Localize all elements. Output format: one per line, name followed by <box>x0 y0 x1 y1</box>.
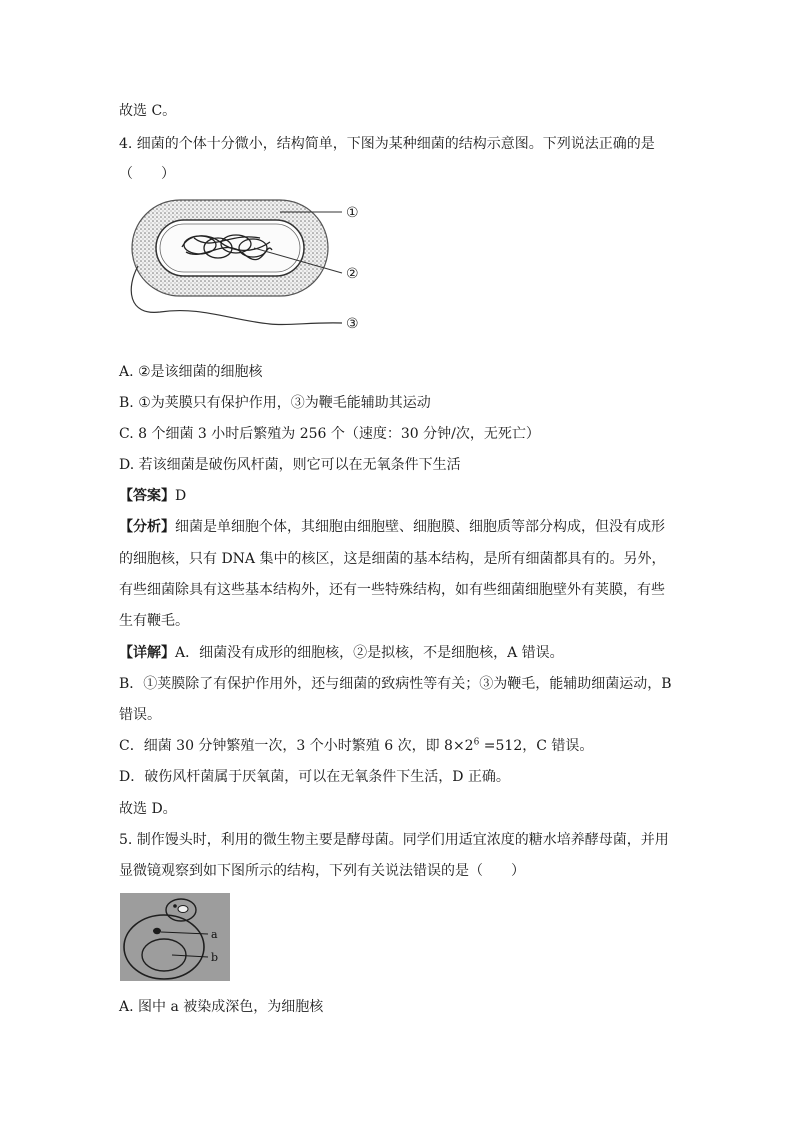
q4-analysis-line2: 的细胞核，只有 DNA 集中的核区，这是细菌的基本结构，是所有细菌都具有的。另外， <box>119 551 666 567</box>
answer-value: D <box>175 488 187 504</box>
q4-option-b: B. ①为荚膜只有保护作用，③为鞭毛能辅助其运动 <box>119 395 431 411</box>
q4-analysis-line4: 生有鞭毛。 <box>119 613 189 629</box>
detail-a-text: A．细菌没有成形的细胞核，②是拟核，不是细胞核，A 错误。 <box>175 645 564 661</box>
figure-label-a: a <box>211 928 218 941</box>
q4-stem-line1: 4. 细菌的个体十分微小，结构简单，下图为某种细菌的结构示意图。下列说法正确的是 <box>119 136 655 152</box>
q4-stem-line2: （ ） <box>119 166 175 182</box>
q5-stem-line2: 显微镜观察到如下图所示的结构，下列有关说法错误的是（ ） <box>119 863 525 879</box>
q4-detail-a <box>119 643 564 663</box>
q4-answer <box>119 486 186 506</box>
q5-stem-line1: 5. 制作馒头时，利用的微生物主要是酵母菌。同学们用适宜浓度的糖水培养酵母菌，并用 <box>119 832 669 848</box>
figure-label-2: ② <box>346 266 359 282</box>
q4-conclusion: 故选 D。 <box>119 801 177 817</box>
analysis-text-1: 细菌是单细胞个体，其细胞由细胞壁、细胞膜、细胞质等部分构成，但没有成形 <box>175 519 665 535</box>
previous-conclusion: 故选 C。 <box>119 103 177 119</box>
q4-analysis-line3: 有些细菌除具有这些基本结构外，还有一些特殊结构，如有些细菌细胞壁外有荚膜，有些 <box>119 582 665 598</box>
q4-detail-d: D．破伤风杆菌属于厌氧菌，可以在无氧条件下生活，D 正确。 <box>119 769 510 785</box>
figure-label-3: ③ <box>346 316 359 332</box>
yeast-figure <box>120 893 230 981</box>
detail-c-exponent: 6 <box>473 737 480 748</box>
q5-option-a: A. 图中 a 被染成深色，为细胞核 <box>119 999 324 1015</box>
figure-label-b: b <box>211 951 219 964</box>
q4-analysis-line1 <box>119 517 665 537</box>
answer-tag: 【答案】 <box>119 488 175 504</box>
detail-c-pre: C．细菌 30 分钟繁殖一次，3 个小时繁殖 6 次，即 8×2 <box>119 738 474 754</box>
nucleus-a <box>153 928 161 934</box>
q4-option-a: A. ②是该细菌的细胞核 <box>119 364 263 380</box>
q4-option-d: D. 若该细菌是破伤风杆菌，则它可以在无氧条件下生活 <box>119 457 461 473</box>
detail-c-post: =512，C 错误。 <box>479 738 594 754</box>
q4-detail-b-line2: 错误。 <box>119 707 161 723</box>
q4-detail-c <box>119 736 593 756</box>
q4-option-c: C. 8 个细菌 3 小时后繁殖为 256 个（速度：30 分钟/次，无死亡） <box>119 426 540 442</box>
bacterium-figure <box>120 192 380 342</box>
bud-inner <box>178 906 188 913</box>
figure-label-1: ① <box>346 205 359 221</box>
q4-detail-b-line1: B．①荚膜除了有保护作用外，还与细菌的致病性等有关；③为鞭毛，能辅助细菌运动，B <box>119 676 672 692</box>
bud-dot <box>173 904 177 908</box>
detail-tag: 【详解】 <box>119 645 175 661</box>
analysis-tag: 【分析】 <box>119 519 175 535</box>
